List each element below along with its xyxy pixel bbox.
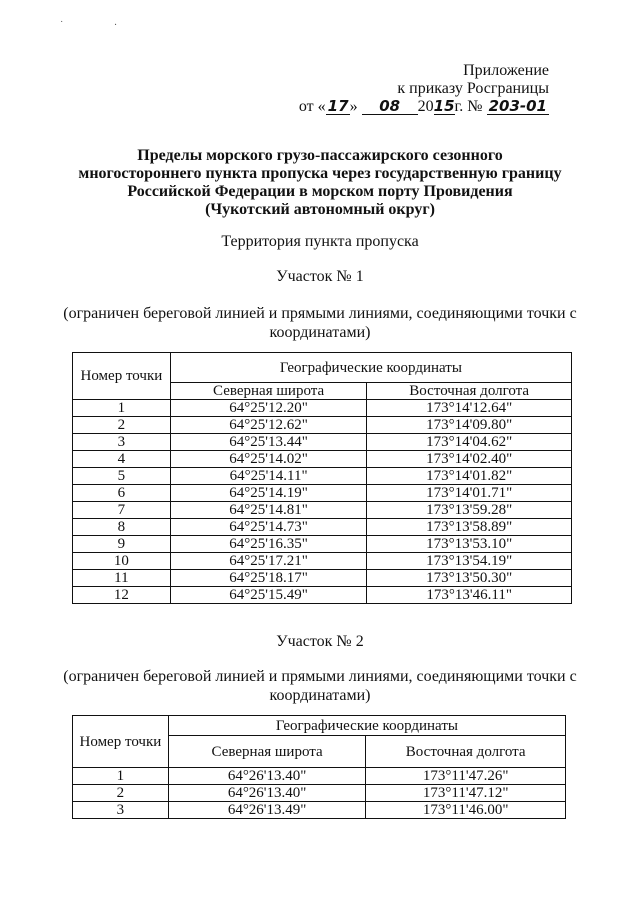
table-row bbox=[73, 785, 566, 802]
table1-header-point: Номер точки bbox=[73, 353, 171, 400]
longitude-cell: 173°14'01.71" bbox=[367, 485, 572, 502]
point-number-cell: 6 bbox=[73, 485, 171, 502]
longitude-cell: 173°14'01.82" bbox=[367, 468, 572, 485]
table-row bbox=[73, 570, 572, 587]
point-number-cell: 2 bbox=[73, 417, 171, 434]
latitude-cell: 64°25'17.21" bbox=[170, 553, 367, 570]
table2-header-point: Номер точки bbox=[73, 716, 169, 768]
longitude-cell: 173°13'58.89" bbox=[367, 519, 572, 536]
section1-desc-line-1: (ограничен береговой линией и прямыми линиями, соединяющими точки с bbox=[63, 305, 577, 322]
table-row bbox=[73, 802, 566, 819]
point-number-cell: 1 bbox=[73, 768, 169, 785]
latitude-cell: 64°26'13.49" bbox=[168, 802, 366, 819]
date-month: 08 bbox=[362, 98, 418, 115]
point-number-cell: 9 bbox=[73, 536, 171, 553]
table-row bbox=[73, 536, 572, 553]
date-year: 15 bbox=[433, 97, 455, 115]
latitude-cell: 64°25'16.35" bbox=[170, 536, 367, 553]
point-number-cell: 10 bbox=[73, 553, 171, 570]
territory-heading: Территория пункта пропуска bbox=[221, 233, 419, 250]
longitude-cell: 173°13'59.28" bbox=[367, 502, 572, 519]
section2-heading: Участок № 2 bbox=[276, 633, 364, 650]
table2-body bbox=[73, 768, 566, 819]
title-line-4: (Чукотский автономный округ) bbox=[205, 201, 435, 218]
section2-desc-line-1: (ограничен береговой линией и прямыми линиями, соединяющими точки с bbox=[63, 668, 577, 685]
point-number-cell: 5 bbox=[73, 468, 171, 485]
longitude-cell: 173°11'47.12" bbox=[366, 785, 566, 802]
longitude-cell: 173°13'46.11" bbox=[367, 587, 572, 604]
table-row bbox=[73, 434, 572, 451]
table-row bbox=[73, 553, 572, 570]
table2-header-geo: Географические координаты bbox=[168, 716, 565, 736]
point-number-cell: 7 bbox=[73, 502, 171, 519]
latitude-cell: 64°25'14.19" bbox=[170, 485, 367, 502]
latitude-cell: 64°25'14.02" bbox=[170, 451, 367, 468]
table1-body bbox=[73, 400, 572, 604]
table-row bbox=[73, 768, 566, 785]
latitude-cell: 64°25'13.44" bbox=[170, 434, 367, 451]
appendix-label: Приложение bbox=[463, 62, 549, 79]
section1-description bbox=[60, 304, 580, 342]
point-number-cell: 3 bbox=[73, 434, 171, 451]
appendix-order-ref: к приказу Росграницы bbox=[397, 80, 549, 97]
table-row bbox=[73, 451, 572, 468]
table-row bbox=[73, 485, 572, 502]
latitude-cell: 64°25'12.20" bbox=[170, 400, 367, 417]
date-prefix: от « bbox=[298, 98, 326, 115]
latitude-cell: 64°25'15.49" bbox=[170, 587, 367, 604]
appendix-date-number bbox=[299, 98, 549, 116]
latitude-cell: 64°26'13.40" bbox=[168, 785, 366, 802]
longitude-cell: 173°14'02.40" bbox=[367, 451, 572, 468]
table1-header-lon: Восточная долгота bbox=[367, 383, 572, 400]
point-number-cell: 11 bbox=[73, 570, 171, 587]
point-number-cell: 1 bbox=[73, 400, 171, 417]
section1-desc-line-2: координатами) bbox=[269, 324, 371, 341]
table-row bbox=[73, 417, 572, 434]
date-day: 17 bbox=[327, 97, 349, 115]
order-number: 203-01 bbox=[488, 97, 547, 115]
table-row bbox=[73, 468, 572, 485]
longitude-cell: 173°14'12.64" bbox=[367, 400, 572, 417]
latitude-cell: 64°25'14.73" bbox=[170, 519, 367, 536]
date-mid: » bbox=[349, 98, 358, 115]
section1-coordinates-table bbox=[72, 352, 572, 604]
year-suffix: г. № bbox=[454, 98, 483, 115]
longitude-cell: 173°14'09.80" bbox=[367, 417, 572, 434]
longitude-cell: 173°13'50.30" bbox=[367, 570, 572, 587]
table-row bbox=[73, 587, 572, 604]
longitude-cell: 173°11'46.00" bbox=[366, 802, 566, 819]
scan-marks: ˙ · bbox=[60, 20, 142, 31]
section2-description bbox=[60, 667, 580, 705]
longitude-cell: 173°11'47.26" bbox=[366, 768, 566, 785]
title-line-3: Российской Федерации в морском порту Провидения bbox=[127, 183, 513, 200]
point-number-cell: 8 bbox=[73, 519, 171, 536]
year-prefix: 20 bbox=[417, 98, 434, 115]
table-row bbox=[73, 400, 572, 417]
table2-header-lon: Восточная долгота bbox=[366, 736, 566, 768]
latitude-cell: 64°25'18.17" bbox=[170, 570, 367, 587]
table-row bbox=[73, 519, 572, 536]
point-number-cell: 3 bbox=[73, 802, 169, 819]
longitude-cell: 173°14'04.62" bbox=[367, 434, 572, 451]
section2-coordinates-table bbox=[72, 715, 566, 819]
latitude-cell: 64°25'12.62" bbox=[170, 417, 367, 434]
point-number-cell: 4 bbox=[73, 451, 171, 468]
table-row bbox=[73, 502, 572, 519]
latitude-cell: 64°26'13.40" bbox=[168, 768, 366, 785]
longitude-cell: 173°13'53.10" bbox=[367, 536, 572, 553]
title-line-2: многостороннего пункта пропуска через государственную границу bbox=[78, 165, 562, 182]
title-line-1: Пределы морского грузо-пассажирского сезонного bbox=[137, 147, 503, 164]
longitude-cell: 173°13'54.19" bbox=[367, 553, 572, 570]
section1-heading: Участок № 1 bbox=[276, 268, 364, 285]
table2-header-lat: Северная широта bbox=[168, 736, 366, 768]
table1-header-geo: Географические координаты bbox=[170, 353, 571, 383]
appendix-header bbox=[299, 62, 549, 116]
latitude-cell: 64°25'14.11" bbox=[170, 468, 367, 485]
document-title bbox=[60, 147, 580, 219]
point-number-cell: 12 bbox=[73, 587, 171, 604]
point-number-cell: 2 bbox=[73, 785, 169, 802]
table1-header-lat: Северная широта bbox=[170, 383, 367, 400]
section2-desc-line-2: координатами) bbox=[269, 687, 371, 704]
latitude-cell: 64°25'14.81" bbox=[170, 502, 367, 519]
